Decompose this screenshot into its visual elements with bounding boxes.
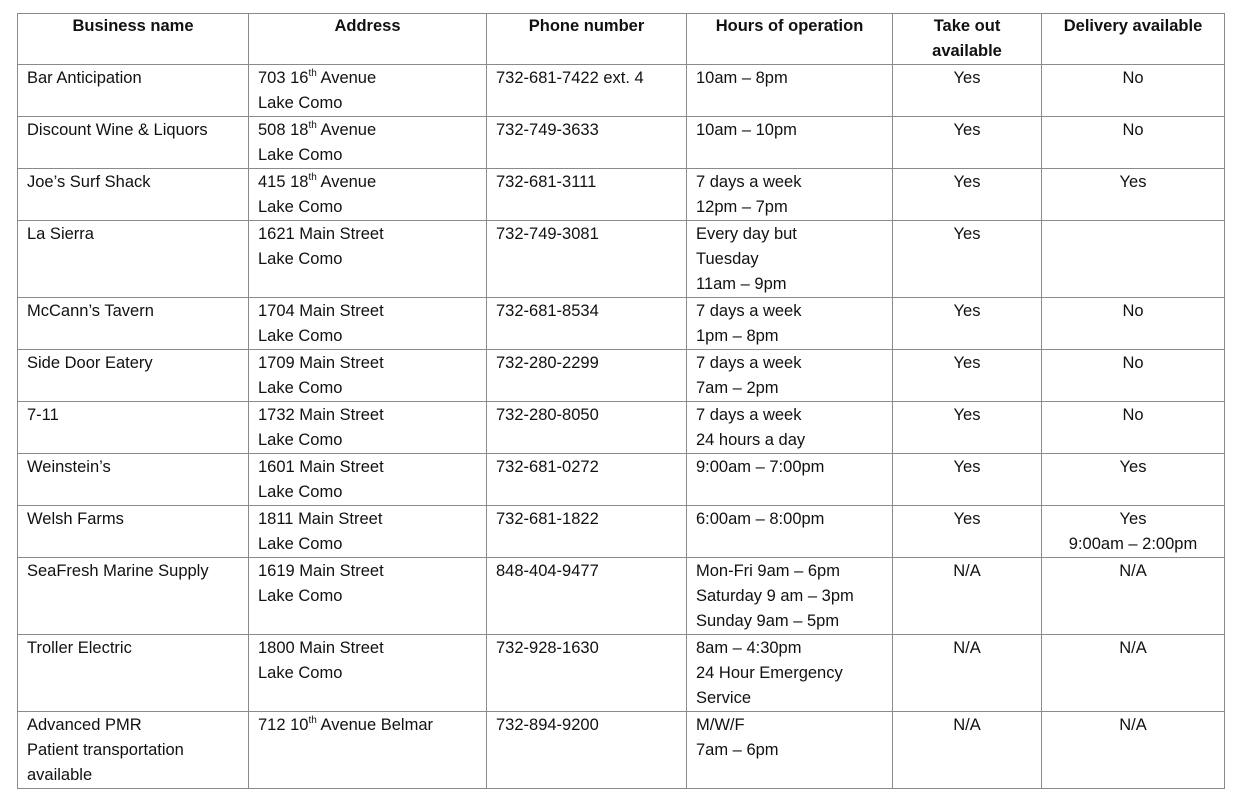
address-street: 1800 Main Street xyxy=(258,639,384,657)
ordinal-suffix: th xyxy=(308,715,317,726)
business-name: Advanced PMR xyxy=(27,716,142,734)
phone-number: 732-280-8050 xyxy=(496,406,599,424)
address-town: Lake Como xyxy=(258,664,343,682)
hours-cell xyxy=(687,712,893,789)
table-row xyxy=(18,221,1225,298)
address-street: 415 18th Avenue xyxy=(258,172,377,191)
address-cell xyxy=(249,402,487,454)
address-cell xyxy=(249,454,487,506)
takeout-cell xyxy=(893,117,1042,169)
business-name-cell xyxy=(18,506,249,558)
address-street: 1619 Main Street xyxy=(258,562,384,580)
phone-cell xyxy=(487,298,687,350)
table-row xyxy=(18,402,1225,454)
phone-cell xyxy=(487,712,687,789)
table-row xyxy=(18,506,1225,558)
delivery-cell xyxy=(1042,298,1225,350)
phone-cell xyxy=(487,169,687,221)
business-table xyxy=(17,13,1225,789)
delivery-value: No xyxy=(1122,121,1144,139)
hours-cell xyxy=(687,635,893,712)
delivery-cell xyxy=(1042,635,1225,712)
address-street: 1709 Main Street xyxy=(258,354,384,372)
business-name-cell xyxy=(18,221,249,298)
hours-line: 7am – 6pm xyxy=(696,741,779,759)
address-town: Lake Como xyxy=(258,146,343,164)
table-row xyxy=(18,558,1225,635)
address-cell xyxy=(249,350,487,402)
header-address: Address xyxy=(249,14,487,65)
business-name-cell xyxy=(18,350,249,402)
takeout-value: Yes xyxy=(953,121,981,139)
hours-line: Service xyxy=(696,689,752,707)
takeout-cell xyxy=(893,402,1042,454)
takeout-value: Yes xyxy=(953,173,981,191)
takeout-value: N/A xyxy=(953,716,981,734)
hours-line: Tuesday xyxy=(696,250,759,268)
header-business-name: Business name xyxy=(18,14,249,65)
address-cell xyxy=(249,635,487,712)
takeout-cell xyxy=(893,712,1042,789)
phone-cell xyxy=(487,558,687,635)
hours-line: 8am – 4:30pm xyxy=(696,639,802,657)
table-row xyxy=(18,298,1225,350)
hours-line: 7am – 2pm xyxy=(696,379,779,397)
takeout-cell xyxy=(893,506,1042,558)
phone-cell xyxy=(487,221,687,298)
table-row xyxy=(18,635,1225,712)
address-street: 1732 Main Street xyxy=(258,406,384,424)
business-name-cell xyxy=(18,65,249,117)
phone-cell xyxy=(487,350,687,402)
phone-number: 732-894-9200 xyxy=(496,716,599,734)
table-row xyxy=(18,65,1225,117)
delivery-cell xyxy=(1042,506,1225,558)
address-cell xyxy=(249,169,487,221)
delivery-cell xyxy=(1042,65,1225,117)
takeout-cell xyxy=(893,454,1042,506)
hours-cell xyxy=(687,221,893,298)
delivery-cell xyxy=(1042,169,1225,221)
takeout-value: Yes xyxy=(953,354,981,372)
hours-line: Sunday 9am – 5pm xyxy=(696,612,840,630)
address-street: 1811 Main Street xyxy=(258,510,383,528)
header-delivery: Delivery available xyxy=(1042,14,1225,65)
ordinal-suffix: th xyxy=(308,68,317,79)
delivery-value: No xyxy=(1122,69,1144,87)
business-name-cell xyxy=(18,712,249,789)
hours-line: 10am – 8pm xyxy=(696,69,788,87)
address-street: 703 16th Avenue xyxy=(258,68,377,87)
delivery-value: No xyxy=(1122,354,1144,372)
takeout-value: N/A xyxy=(953,639,981,657)
business-name: available xyxy=(27,766,93,784)
address-cell xyxy=(249,506,487,558)
hours-line: 9:00am – 7:00pm xyxy=(696,458,825,476)
takeout-value: Yes xyxy=(953,225,981,243)
address-street: 1621 Main Street xyxy=(258,225,384,243)
business-name: McCann’s Tavern xyxy=(27,302,154,320)
hours-cell xyxy=(687,298,893,350)
address-town: Lake Como xyxy=(258,198,343,216)
hours-line: 11am – 9pm xyxy=(696,275,787,293)
phone-number: 848-404-9477 xyxy=(496,562,599,580)
takeout-value: N/A xyxy=(953,562,981,580)
address-cell xyxy=(249,221,487,298)
phone-number: 732-681-7422 ext. 4 xyxy=(496,69,644,87)
ordinal-suffix: th xyxy=(308,172,317,183)
table-row xyxy=(18,169,1225,221)
address-town: Lake Como xyxy=(258,587,343,605)
address-cell xyxy=(249,65,487,117)
phone-number: 732-681-1822 xyxy=(496,510,599,528)
takeout-cell xyxy=(893,65,1042,117)
header-row xyxy=(18,14,1225,65)
takeout-value: Yes xyxy=(953,458,981,476)
hours-cell xyxy=(687,169,893,221)
hours-line: M/W/F xyxy=(696,716,745,734)
business-name: SeaFresh Marine Supply xyxy=(27,562,209,580)
takeout-cell xyxy=(893,558,1042,635)
address-cell xyxy=(249,298,487,350)
phone-number: 732-749-3081 xyxy=(496,225,599,243)
header-takeout: Take out available xyxy=(893,14,1042,65)
business-name-cell xyxy=(18,298,249,350)
delivery-value: No xyxy=(1122,406,1144,424)
address-town: Lake Como xyxy=(258,94,343,112)
business-name: Discount Wine & Liquors xyxy=(27,121,208,139)
hours-line: Every day but xyxy=(696,225,797,243)
business-name-cell xyxy=(18,117,249,169)
business-name: Patient transportation xyxy=(27,741,184,759)
address-town: Lake Como xyxy=(258,379,343,397)
phone-number: 732-681-8534 xyxy=(496,302,599,320)
hours-cell xyxy=(687,506,893,558)
business-name-cell xyxy=(18,558,249,635)
phone-number: 732-280-2299 xyxy=(496,354,599,372)
phone-cell xyxy=(487,65,687,117)
hours-line: 24 Hour Emergency xyxy=(696,664,843,682)
phone-cell xyxy=(487,117,687,169)
table-row xyxy=(18,454,1225,506)
hours-cell xyxy=(687,65,893,117)
delivery-value: N/A xyxy=(1119,562,1147,580)
phone-number: 732-681-0272 xyxy=(496,458,599,476)
hours-cell xyxy=(687,117,893,169)
phone-cell xyxy=(487,506,687,558)
takeout-cell xyxy=(893,350,1042,402)
business-name: Welsh Farms xyxy=(27,510,124,528)
takeout-cell xyxy=(893,221,1042,298)
header-phone: Phone number xyxy=(487,14,687,65)
takeout-cell xyxy=(893,298,1042,350)
hours-line: 7 days a week xyxy=(696,354,802,372)
address-street: 1704 Main Street xyxy=(258,302,384,320)
hours-line: 6:00am – 8:00pm xyxy=(696,510,825,528)
address-town: Lake Como xyxy=(258,483,343,501)
business-name-cell xyxy=(18,454,249,506)
business-name: Weinstein’s xyxy=(27,458,111,476)
address-street: 1601 Main Street xyxy=(258,458,384,476)
takeout-value: Yes xyxy=(953,69,981,87)
ordinal-suffix: th xyxy=(308,120,317,131)
business-name: Bar Anticipation xyxy=(27,69,142,87)
delivery-value: N/A xyxy=(1119,716,1147,734)
table-row xyxy=(18,712,1225,789)
delivery-value: Yes xyxy=(1119,458,1147,476)
phone-number: 732-681-3111 xyxy=(496,173,597,191)
address-town: Lake Como xyxy=(258,250,343,268)
takeout-cell xyxy=(893,169,1042,221)
hours-line: 1pm – 8pm xyxy=(696,327,779,345)
hours-line: 7 days a week xyxy=(696,302,802,320)
hours-line: 10am – 10pm xyxy=(696,121,797,139)
business-name: Side Door Eatery xyxy=(27,354,153,372)
delivery-cell xyxy=(1042,558,1225,635)
address-town: Lake Como xyxy=(258,535,343,553)
business-name: La Sierra xyxy=(27,225,94,243)
table-row xyxy=(18,350,1225,402)
business-name: 7-11 xyxy=(27,406,59,424)
delivery-value: N/A xyxy=(1119,639,1147,657)
delivery-cell xyxy=(1042,221,1225,298)
address-cell xyxy=(249,558,487,635)
phone-cell xyxy=(487,454,687,506)
hours-cell xyxy=(687,558,893,635)
phone-cell xyxy=(487,402,687,454)
business-name-cell xyxy=(18,635,249,712)
takeout-value: Yes xyxy=(953,406,981,424)
address-street: 712 10th Avenue Belmar xyxy=(258,715,433,734)
delivery-cell xyxy=(1042,402,1225,454)
phone-cell xyxy=(487,635,687,712)
business-name: Troller Electric xyxy=(27,639,132,657)
takeout-value: Yes xyxy=(953,510,981,528)
address-town: Lake Como xyxy=(258,327,343,345)
hours-line: Saturday 9 am – 3pm xyxy=(696,587,854,605)
hours-line: 7 days a week xyxy=(696,173,802,191)
address-cell xyxy=(249,712,487,789)
delivery-value: Yes xyxy=(1119,510,1147,528)
hours-cell xyxy=(687,454,893,506)
address-town: Lake Como xyxy=(258,431,343,449)
address-street: 508 18th Avenue xyxy=(258,120,377,139)
takeout-value: Yes xyxy=(953,302,981,320)
hours-line: 7 days a week xyxy=(696,406,802,424)
business-name-cell xyxy=(18,169,249,221)
delivery-value: Yes xyxy=(1119,173,1147,191)
phone-number: 732-928-1630 xyxy=(496,639,599,657)
address-cell xyxy=(249,117,487,169)
hours-line: Mon-Fri 9am – 6pm xyxy=(696,562,840,580)
phone-number: 732-749-3633 xyxy=(496,121,599,139)
delivery-cell xyxy=(1042,117,1225,169)
hours-line: 24 hours a day xyxy=(696,431,806,449)
delivery-value: 9:00am – 2:00pm xyxy=(1068,535,1198,553)
business-name-cell xyxy=(18,402,249,454)
hours-cell xyxy=(687,402,893,454)
business-name: Joe’s Surf Shack xyxy=(27,173,151,191)
hours-line: 12pm – 7pm xyxy=(696,198,788,216)
delivery-cell xyxy=(1042,712,1225,789)
table-row xyxy=(18,117,1225,169)
header-hours: Hours of operation xyxy=(687,14,893,65)
delivery-cell xyxy=(1042,350,1225,402)
delivery-cell xyxy=(1042,454,1225,506)
delivery-value: No xyxy=(1122,302,1144,320)
takeout-cell xyxy=(893,635,1042,712)
hours-cell xyxy=(687,350,893,402)
